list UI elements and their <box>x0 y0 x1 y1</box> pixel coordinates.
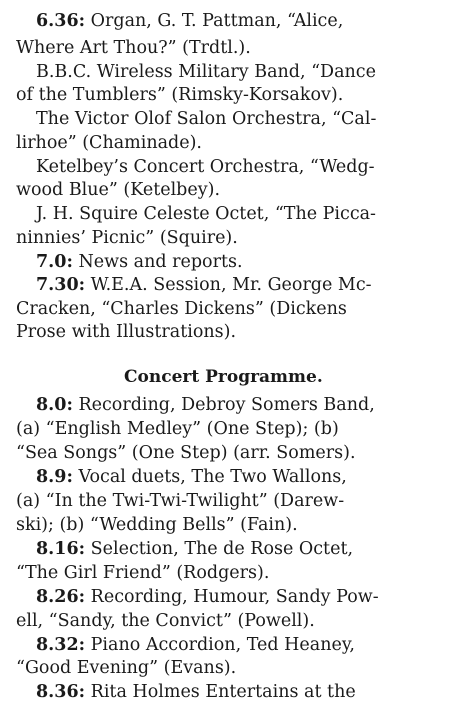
line-text: B.B.C. Wireless Military Band, “Dance <box>36 62 376 82</box>
line-text: Rita Holmes Entertains at the <box>85 682 356 702</box>
line-text: Recording, Humour, Sandy Pow- <box>85 587 379 607</box>
text-line <box>36 465 461 489</box>
time-label: 8.0: <box>36 395 73 415</box>
text-line <box>16 226 461 250</box>
time-label: 8.16: <box>36 539 86 559</box>
time-label: 7.0: <box>36 252 73 272</box>
line-text: J. H. Squire Celeste Octet, “The Picca- <box>36 204 376 224</box>
time-label: 6.36: <box>36 11 86 31</box>
text-line <box>16 297 461 321</box>
section-heading <box>124 365 461 389</box>
text-line <box>16 417 461 441</box>
text-line <box>16 513 461 537</box>
time-label: 8.32: <box>36 635 86 655</box>
text-line <box>36 202 461 226</box>
line-text: of the Tumblers” (Rimsky-Korsakov). <box>16 85 344 105</box>
line-text: (a) “In the Twi-Twi-Twilight” (Darew- <box>16 491 345 511</box>
text-line <box>36 155 461 179</box>
text-line <box>16 441 461 465</box>
line-text: Cracken, “Charles Dickens” (Dickens <box>16 299 347 319</box>
text-line <box>36 60 461 84</box>
line-text: The Victor Olof Salon Orchestra, “Cal- <box>36 109 377 129</box>
time-label: 8.26: <box>36 587 86 607</box>
text-line <box>36 273 461 297</box>
text-line <box>36 633 461 657</box>
line-text: ski); (b) “Wedding Bells” (Fain). <box>16 515 298 535</box>
line-text: Ketelbey’s Concert Orchestra, “Wedg- <box>36 157 375 177</box>
text-line <box>16 561 461 585</box>
line-text: Organ, G. T. Pattman, “Alice, <box>85 11 344 31</box>
line-text: lirhoe” (Chaminade). <box>16 133 202 153</box>
line-text: Recording, Debroy Somers Band, <box>72 395 375 415</box>
text-line <box>36 393 461 417</box>
line-text: News and reports. <box>72 252 243 272</box>
line-text: W.E.A. Session, Mr. George Mc- <box>85 275 372 295</box>
text-line <box>36 585 461 609</box>
line-text: ninnies’ Picnic” (Squire). <box>16 228 238 248</box>
text-line <box>16 320 461 344</box>
text-line <box>36 680 461 704</box>
line-text: wood Blue” (Ketelbey). <box>16 180 221 200</box>
text-line <box>36 250 461 274</box>
text-line <box>16 489 461 513</box>
time-label: 7.30: <box>36 275 86 295</box>
line-text: Prose with Illustrations). <box>16 322 237 342</box>
line-text: ell, “Sandy, the Convict” (Powell). <box>16 611 315 631</box>
line-text: Vocal duets, The Two Wallons, <box>72 467 347 487</box>
text-line <box>16 36 461 60</box>
text-line <box>16 131 461 155</box>
line-text: Selection, The de Rose Octet, <box>85 539 354 559</box>
text-line <box>16 656 461 680</box>
text-line <box>36 9 461 33</box>
text-line <box>36 107 461 131</box>
line-text: Where Art Thou?” (Trdtl.). <box>16 38 251 58</box>
line-text: “The Girl Friend” (Rodgers). <box>16 563 270 583</box>
line-text: Piano Accordion, Ted Heaney, <box>85 635 355 655</box>
line-text: “Sea Songs” (One Step) (arr. Somers). <box>16 443 356 463</box>
text-line <box>16 83 461 107</box>
text-line <box>36 537 461 561</box>
heading-text: Concert Programme. <box>124 367 323 387</box>
time-label: 8.36: <box>36 682 86 702</box>
text-line <box>16 609 461 633</box>
text-line <box>16 178 461 202</box>
time-label: 8.9: <box>36 467 73 487</box>
line-text: “Good Evening” (Evans). <box>16 658 237 678</box>
line-text: (a) “English Medley” (One Step); (b) <box>16 419 339 439</box>
